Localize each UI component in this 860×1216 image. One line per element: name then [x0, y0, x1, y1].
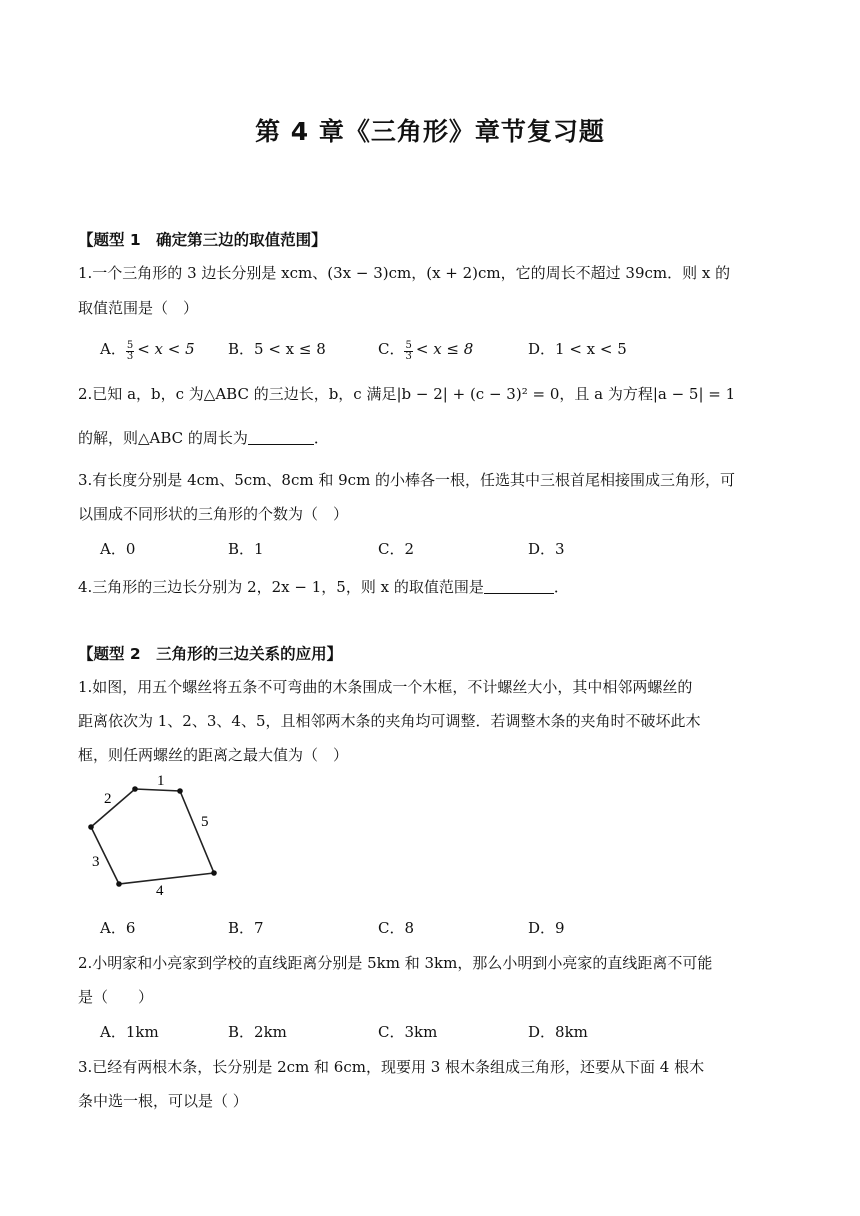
option-b: B．2km — [228, 1023, 287, 1041]
s1-q2-line2: 的解，则△ABC 的周长为 ． — [78, 429, 329, 447]
fraction: $\frac{5}{3}$ — [126, 340, 134, 362]
edge-label: 5 — [201, 814, 209, 830]
s2-q1-line2: 距离依次为 1、2、3、4、5，且相邻两木条的夹角均可调整．若调整木条的夹角时不破坏此木 — [78, 712, 701, 730]
fraction: $\frac{5}{3}$ — [405, 340, 412, 362]
screw-point — [132, 786, 138, 792]
edge-label: 1 — [157, 773, 165, 789]
option-d: D．3 — [528, 540, 565, 558]
s1-q2-line1: 2.已知 a，b，c 为△ABC 的三边长，b，c 满足|b − 2| + (c − 3)² = 0，且 a 为方程|a − 5| = 1 — [78, 385, 736, 403]
option-c: C．2 — [378, 540, 415, 558]
s1-q1-line2: 取值范围是（ ） — [78, 299, 199, 317]
s2-q1-line1: 1.如图，用五个螺丝将五条不可弯曲的木条围成一个木框，不计螺丝大小，其中相邻两螺丝的 — [78, 678, 693, 696]
option-b: B．5 < x ≤ 8 — [228, 340, 326, 358]
s1-q1-line1: 1.一个三角形的 3 边长分别是 xcm、(3x − 3)cm，(x + 2)cm，它的周长不超过 39cm．则 x 的 — [78, 264, 731, 282]
section-2-heading: 【题型 2 三角形的三边关系的应用】 — [78, 645, 343, 663]
option-c: C．3km — [378, 1023, 438, 1041]
page-title: 第 4 章《三角形》章节复习题 — [255, 117, 605, 146]
s1-q4-line: 4.三角形的三边长分别为 2，2x − 1，5，则 x 的取值范围是 ． — [78, 578, 569, 596]
option-c: C．8 — [378, 919, 415, 937]
option-b: B．1 — [228, 540, 264, 558]
screw-point — [211, 870, 217, 876]
s2-q2-line1: 2.小明家和小亮家到学校的直线距离分别是 5km 和 3km，那么小明到小亮家的直线距离不可能 — [78, 954, 713, 972]
option-a: A．6 — [100, 919, 136, 937]
edge-label: 2 — [104, 791, 112, 807]
option-d: D．9 — [528, 919, 565, 937]
screw-point — [177, 788, 183, 794]
option-b: B．7 — [228, 919, 264, 937]
s1-q3-line2: 以围成不同形状的三角形的个数为（ ） — [78, 505, 349, 523]
option-a: A．1km — [100, 1023, 159, 1041]
edge-label: 4 — [156, 883, 164, 899]
screw-point — [88, 824, 94, 830]
s1-q3-line1: 3.有长度分别是 4cm、5cm、8cm 和 9cm 的小棒各一根，任选其中三根首尾相接围成三角形，可 — [78, 471, 736, 489]
screw-point — [116, 881, 122, 887]
s2-q3-line1: 3.已经有两根木条，长分别是 2cm 和 6cm，现要用 3 根木条组成三角形，还要从下面 4 根木 — [78, 1058, 705, 1076]
option-d: D．1 < x < 5 — [528, 340, 627, 358]
s2-q1-line3: 框，则任两螺丝的距离之最大值为（ ） — [78, 746, 349, 764]
s2-q3-line2: 条中选一根，可以是（ ） — [78, 1092, 248, 1110]
section-1-heading: 【题型 1 确定第三边的取值范围】 — [78, 231, 327, 249]
s2-q2-line2: 是（ ） — [78, 988, 154, 1006]
option-d: D．8km — [528, 1023, 588, 1041]
option-a: A． $\frac{5}{3}$ < x < 5 — [100, 340, 195, 362]
option-c: C． $\frac{5}{3}$ < x ≤ 8 — [378, 340, 474, 362]
edge-label: 3 — [92, 854, 100, 870]
option-a: A．0 — [100, 540, 136, 558]
